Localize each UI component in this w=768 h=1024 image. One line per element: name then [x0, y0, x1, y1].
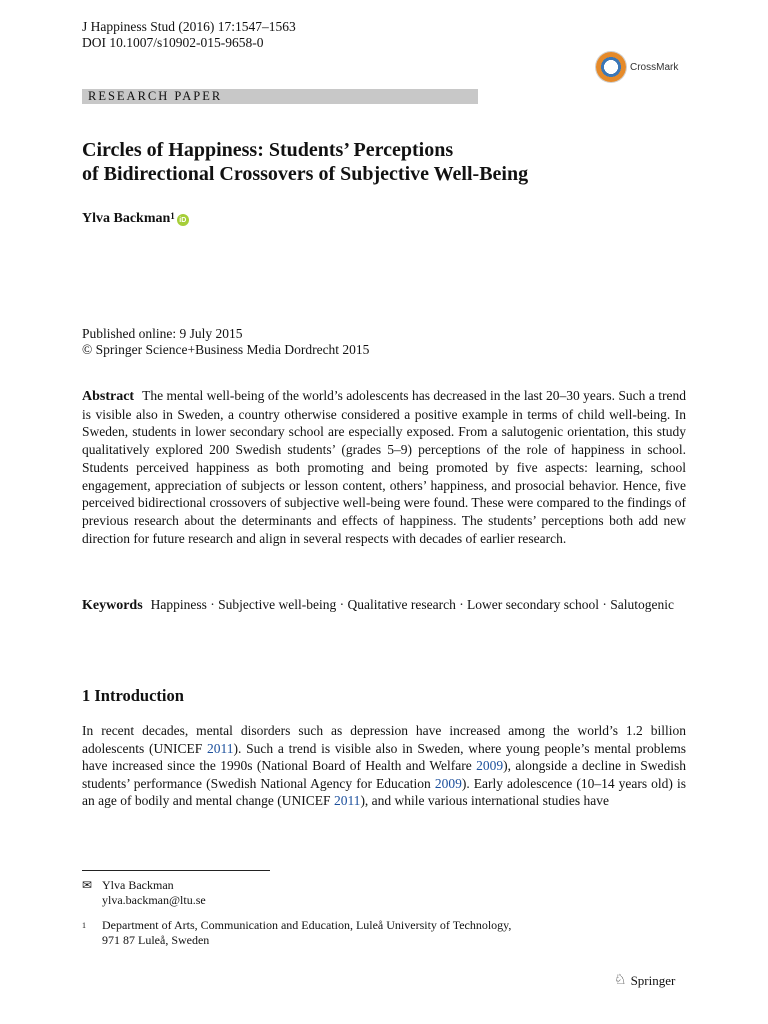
journal-header [82, 19, 296, 51]
crossmark-icon [596, 52, 626, 82]
crossmark-label: CrossMark [630, 61, 679, 73]
springer-horse-icon: ♘ [614, 973, 627, 988]
contact-footnote [82, 878, 206, 908]
abstract-heading: Abstract [82, 389, 135, 404]
intro-text-1: In recent decades, mental disorders such as depression have increased among the world’s 1.2 billion adolescents (UNICEF [82, 723, 686, 756]
contact-name: Ylva Backman [102, 878, 174, 892]
page-title [82, 138, 682, 186]
footnote-divider [82, 870, 270, 871]
introduction-paragraph [82, 722, 686, 810]
publisher-logo [614, 972, 675, 989]
keywords-text: Happiness · Subjective well-being · Qualitative research · Lower secondary school · Salutogenic [150, 597, 674, 612]
author [82, 211, 189, 227]
keywords [82, 596, 686, 615]
intro-text-4: ). Early adolescence (10–14 years old) is an age of bodily and mental change (UNICEF [82, 775, 686, 809]
published-date: Published online: 9 July 2015 [82, 326, 243, 341]
journal-citation: J Happiness Stud (2016) 17:1547–1563 [82, 19, 296, 34]
intro-text-2: ). Such a trend is visible also in Sweden, where young people’s mental problems have increased since the 1990s (National Board of Health and Welfare [82, 740, 686, 774]
publication-info [82, 326, 369, 358]
crossmark-badge[interactable] [596, 52, 678, 82]
affiliation-number: 1 [82, 921, 86, 930]
introduction-heading: 1 Introduction [82, 686, 184, 705]
section-band: RESEARCH PAPER [82, 89, 478, 104]
affiliation-line-2: 971 87 Luleå, Sweden [102, 933, 210, 947]
copyright: © Springer Science+Business Media Dordrecht 2015 [82, 342, 370, 357]
citation-link[interactable]: 2009 [476, 758, 504, 774]
intro-text-3: ), alongside a decline in Swedish students’ performance (Swedish National Agency for Education [82, 758, 686, 791]
publisher-name: Springer [630, 972, 676, 988]
citation-link[interactable]: 2009 [434, 775, 462, 791]
author-name: Ylva Backman [82, 211, 171, 226]
title-line-1: Circles of Happiness: Students’ Perceptions [82, 139, 454, 161]
affiliation-footnote [82, 918, 511, 948]
affiliation-line-1: Department of Arts, Communication and Education, Luleå University of Technology, [102, 918, 512, 932]
contact-email[interactable]: ylva.backman@ltu.se [102, 893, 206, 907]
title-line-2: of Bidirectional Crossovers of Subjective Well-Being [82, 163, 529, 185]
envelope-icon: ✉ [82, 878, 93, 892]
abstract [82, 387, 686, 547]
citation-link[interactable]: 2011 [207, 740, 234, 756]
doi[interactable]: DOI 10.1007/s10902-015-9658-0 [82, 35, 264, 50]
author-affil-sup: 1 [170, 211, 175, 221]
orcid-icon[interactable]: iD [177, 214, 189, 226]
abstract-text: The mental well-being of the world’s adolescents has decreased in the last 20–30 years. Such a trend is visible also in Sweden, a country otherwise considered a positive example in terms of child well-being. In Sweden, students in lower secondary school are especially exposed. From a salutogenic orientation, this study qualitatively explored 200 Swedish students’ (grades 5–9) perceptions of the role of happiness in school. Students perceived happiness as both promoting and being promoted by five aspects: learning, school engagement, appreciation of subjects or lesson content, others’ happiness, and prosocial behavior. Hence, five perceived bidirectional crossovers of subjective well-being were found. These were compared to the findings of previous research about the determinants and effects of happiness. The students’ perceptions both add new direction for future research and align in several respects with decades of earlier research. [82, 388, 686, 546]
keywords-heading: Keywords [82, 598, 143, 613]
intro-text-5: ), and while various international studies have [360, 793, 609, 809]
citation-link[interactable]: 2011 [333, 793, 361, 809]
